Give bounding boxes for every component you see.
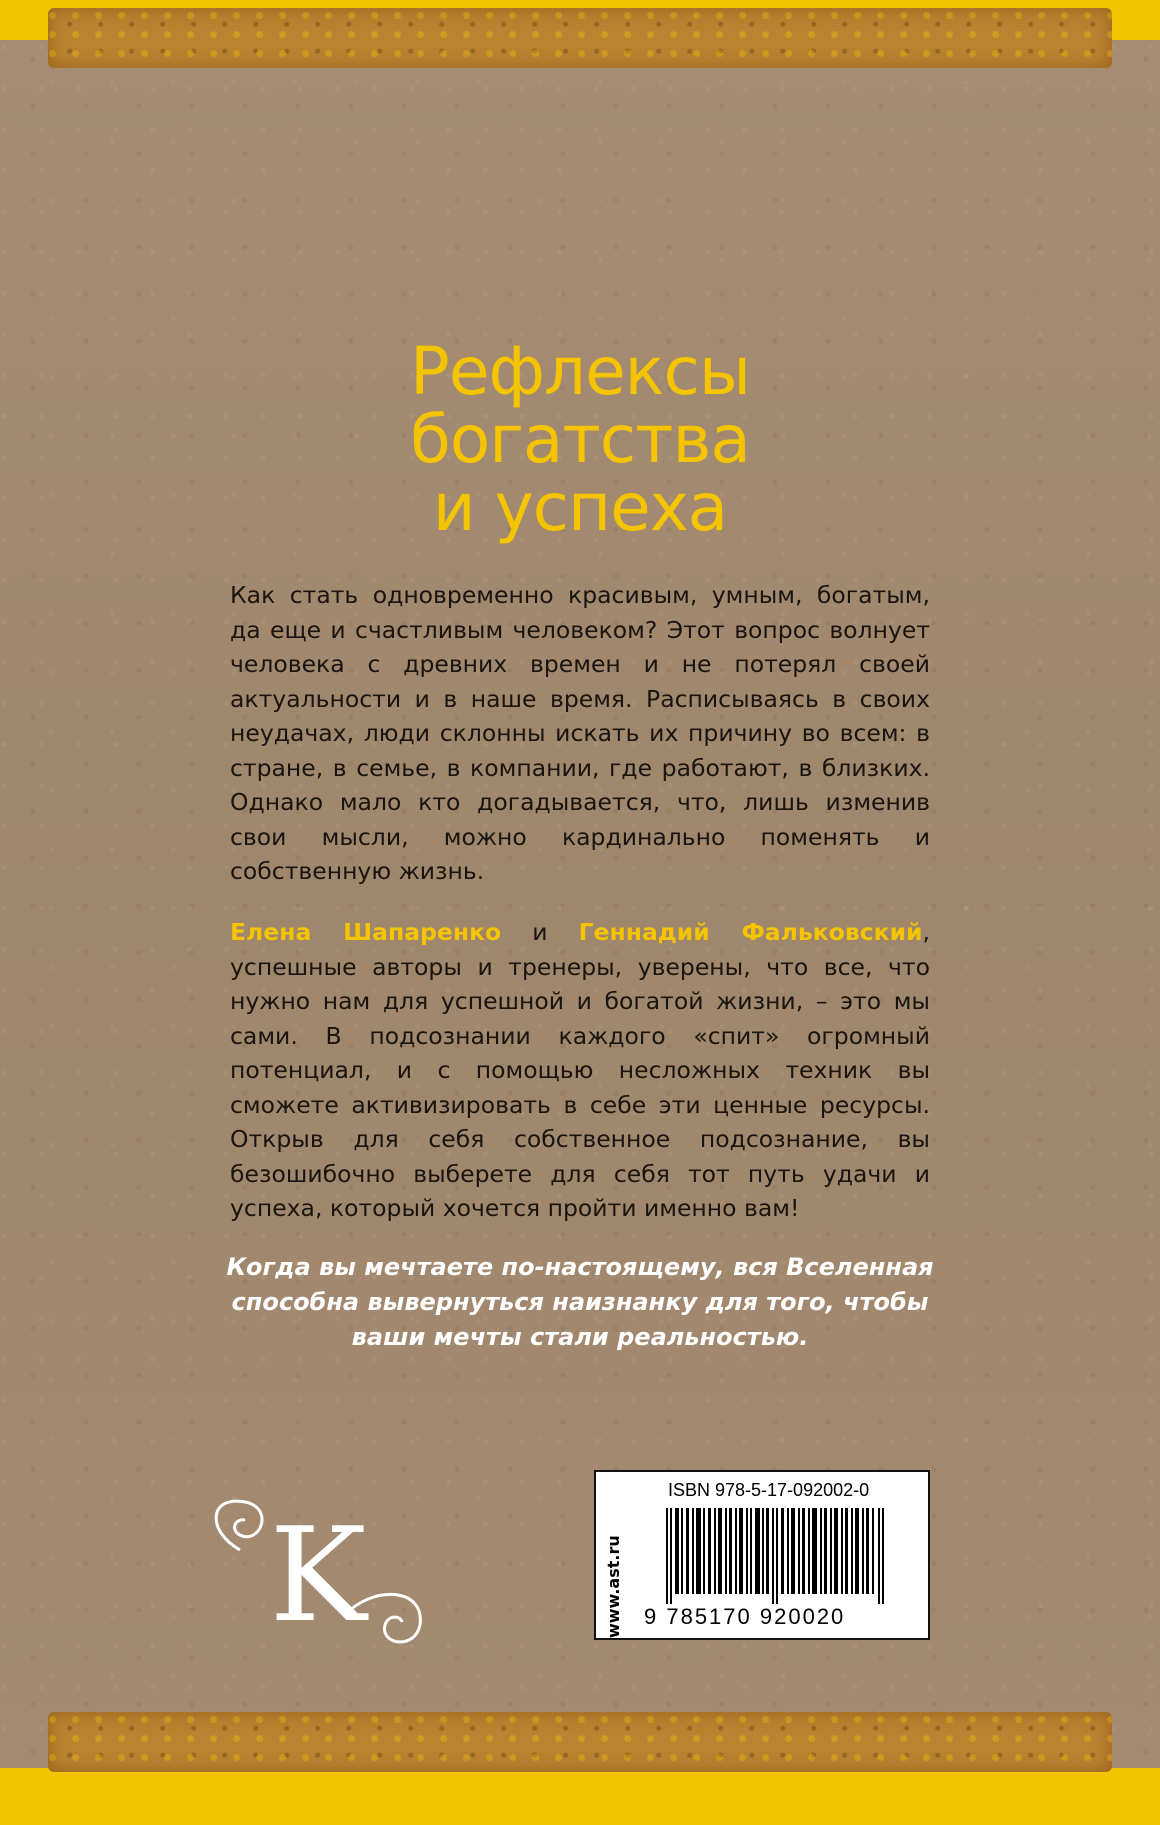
title-line-3: и успеха	[432, 469, 728, 546]
publisher-website: www.ast.ru	[604, 1535, 623, 1638]
logo-letter: K	[269, 1499, 367, 1650]
paragraph-2-text: , успешные авторы и тренеры, уверены, что все, что нужно нам для успешной и богатой жизни, – это мы сами. В подсознании каждого «спит» огромный потенциал, и с помощью несложных техник вы сможете активизировать в себе эти ценные ресурсы. Открыв для себя собственное подсознание, вы безошибочно выберете для себя тот путь удачи и успеха, который хочется пройти именно вам!	[230, 918, 930, 1222]
author-name-2: Геннадий Фальковский	[578, 918, 923, 946]
title-line-1: Рефлексы	[410, 333, 750, 410]
author-name-1: Елена Шапаренко	[230, 918, 502, 946]
publisher-logo	[200, 1490, 450, 1650]
description-paragraph-2	[230, 915, 930, 1226]
kraft-background	[0, 40, 1160, 1768]
barcode-icon	[666, 1508, 886, 1604]
logo-swirl-left	[216, 1501, 262, 1550]
bottom-decorative-band	[48, 1712, 1112, 1772]
description-paragraph-1: Как стать одновременно красивым, умным, богатым, да еще и счастливым человеком? Этот вопрос волнует человека с древних времен и не потерял своей актуальности и в наше время. Расписываясь в своих неудачах, люди склонны искать их причину во всем: в стране, в семье, в компании, где работают, в близких. Однако мало кто догадывается, что, лишь изменив свои мысли, можно кардинально поменять и собственную жизнь.	[230, 581, 930, 885]
title-line-2: богатства	[410, 401, 750, 478]
isbn-barcode-panel	[594, 1470, 930, 1640]
top-decorative-band	[48, 8, 1112, 68]
author-connector: и	[501, 918, 579, 946]
barcode-digits: 9 785170 920020	[644, 1604, 846, 1629]
book-title	[0, 333, 1160, 546]
isbn-number: ISBN 978-5-17-092002-0	[668, 1480, 870, 1500]
closing-quote: Когда вы мечтаете по-настоящему, вся Вселенная способна вывернуться наизнанку для того, чтобы ваши мечты стали реальностью.	[226, 1253, 934, 1351]
